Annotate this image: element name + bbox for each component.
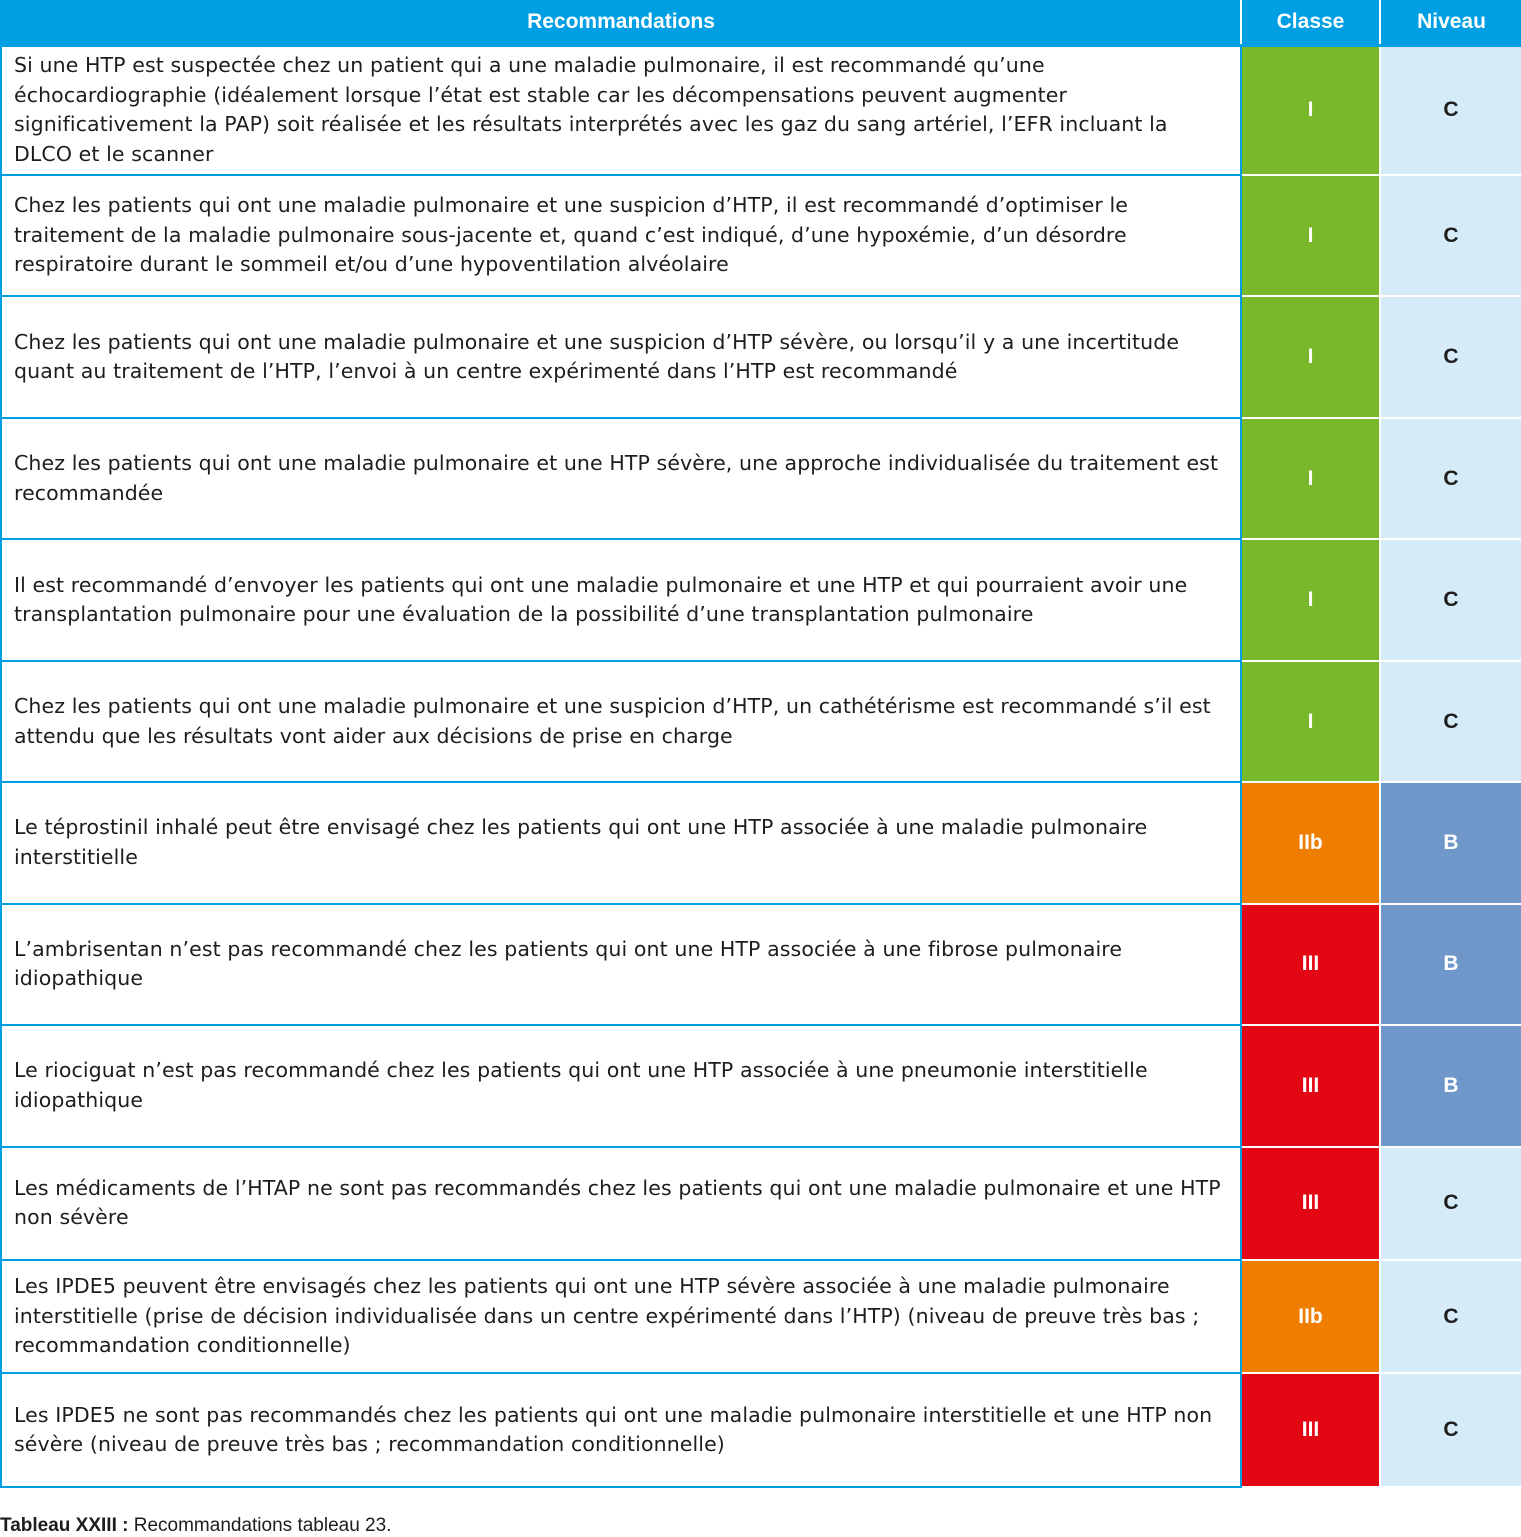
niveau-badge: C — [1380, 296, 1521, 417]
classe-badge: III — [1241, 1147, 1380, 1260]
table-caption — [0, 1515, 391, 1537]
classe-badge: I — [1241, 539, 1380, 660]
table-header-row — [1, 0, 1521, 46]
table-row — [1, 1260, 1521, 1373]
classe-badge: I — [1241, 175, 1380, 296]
table-row — [1, 1025, 1521, 1146]
recommendation-text: L’ambrisentan n’est pas recommandé chez les patients qui ont une HTP associée à une fibrose pulmonaire idiopathique — [1, 904, 1241, 1025]
classe-badge: I — [1241, 418, 1380, 539]
classe-badge: IIb — [1241, 782, 1380, 903]
niveau-badge: B — [1380, 782, 1521, 903]
recommendation-text: Si une HTP est suspectée chez un patient qui a une maladie pulmonaire, il est recommandé qu’une échocardiographie (idéalement lorsque l’état est stable car les décompensations peuvent augmenter significativement la PAP) soit réalisée et les résultats interprétés avec les gaz du sang artériel, l’EFR incluant la DLCO et le scanner — [1, 46, 1241, 175]
header-recommandations: Recommandations — [1, 0, 1241, 46]
niveau-badge: C — [1380, 1260, 1521, 1373]
niveau-badge: C — [1380, 175, 1521, 296]
classe-badge: I — [1241, 296, 1380, 417]
classe-badge: IIb — [1241, 1260, 1380, 1373]
table-row — [1, 661, 1521, 782]
table-body — [1, 46, 1521, 1488]
caption-text: Recommandations tableau 23. — [133, 1515, 392, 1536]
niveau-badge: B — [1380, 1025, 1521, 1146]
niveau-badge: C — [1380, 1373, 1521, 1487]
niveau-badge: C — [1380, 418, 1521, 539]
classe-badge: I — [1241, 46, 1380, 175]
recommendation-text: Chez les patients qui ont une maladie pulmonaire et une suspicion d’HTP, un cathétérisme est recommandé s’il est attendu que les résultats vont aider aux décisions de prise en charge — [1, 661, 1241, 782]
classe-badge: III — [1241, 1025, 1380, 1146]
header-classe: Classe — [1241, 0, 1380, 46]
recommendation-text: Chez les patients qui ont une maladie pulmonaire et une HTP sévère, une approche individualisée du traitement est recommandée — [1, 418, 1241, 539]
table-row — [1, 175, 1521, 296]
classe-badge: III — [1241, 1373, 1380, 1487]
table-row — [1, 1147, 1521, 1260]
niveau-badge: C — [1380, 46, 1521, 175]
table-row — [1, 1373, 1521, 1487]
recommendation-text: Les médicaments de l’HTAP ne sont pas recommandés chez les patients qui ont une maladie pulmonaire et une HTP non sévère — [1, 1147, 1241, 1260]
niveau-badge: C — [1380, 539, 1521, 660]
caption-label: Tableau XXIII : — [0, 1515, 129, 1536]
niveau-badge: B — [1380, 904, 1521, 1025]
recommendation-text: Les IPDE5 peuvent être envisagés chez les patients qui ont une HTP sévère associée à une maladie pulmonaire interstitielle (prise de décision individualisée dans un centre expérimenté dans l’HTP) (niveau de preuve très bas ; recommandation conditionnelle) — [1, 1260, 1241, 1373]
recommendation-text: Les IPDE5 ne sont pas recommandés chez les patients qui ont une maladie pulmonaire interstitielle et une HTP non sévère (niveau de preuve très bas ; recommandation conditionnelle) — [1, 1373, 1241, 1487]
recommendation-text: Le riociguat n’est pas recommandé chez les patients qui ont une HTP associée à une pneumonie interstitielle idiopathique — [1, 1025, 1241, 1146]
recommendation-text: Chez les patients qui ont une maladie pulmonaire et une suspicion d’HTP sévère, ou lorsqu’il y a une incertitude quant au traitement de l’HTP, l’envoi à un centre expérimenté dans l’HTP est recommandé — [1, 296, 1241, 417]
niveau-badge: C — [1380, 661, 1521, 782]
niveau-badge: C — [1380, 1147, 1521, 1260]
table-row — [1, 539, 1521, 660]
recommendation-text: Il est recommandé d’envoyer les patients qui ont une maladie pulmonaire et une HTP et qui pourraient avoir une transplantation pulmonaire pour une évaluation de la possibilité d’une transplantation pulmonaire — [1, 539, 1241, 660]
table-row — [1, 296, 1521, 417]
classe-badge: III — [1241, 904, 1380, 1025]
header-niveau: Niveau — [1380, 0, 1521, 46]
recommendation-text: Le téprostinil inhalé peut être envisagé chez les patients qui ont une HTP associée à une maladie pulmonaire interstitielle — [1, 782, 1241, 903]
table-row — [1, 782, 1521, 903]
classe-badge: I — [1241, 661, 1380, 782]
table-row — [1, 418, 1521, 539]
table-row — [1, 904, 1521, 1025]
recommendation-text: Chez les patients qui ont une maladie pulmonaire et une suspicion d’HTP, il est recommandé d’optimiser le traitement de la maladie pulmonaire sous-jacente et, quand c’est indiqué, d’une hypoxémie, d’un désordre respiratoire durant le sommeil et/ou d’une hypoventilation alvéolaire — [1, 175, 1241, 296]
table-row — [1, 46, 1521, 175]
